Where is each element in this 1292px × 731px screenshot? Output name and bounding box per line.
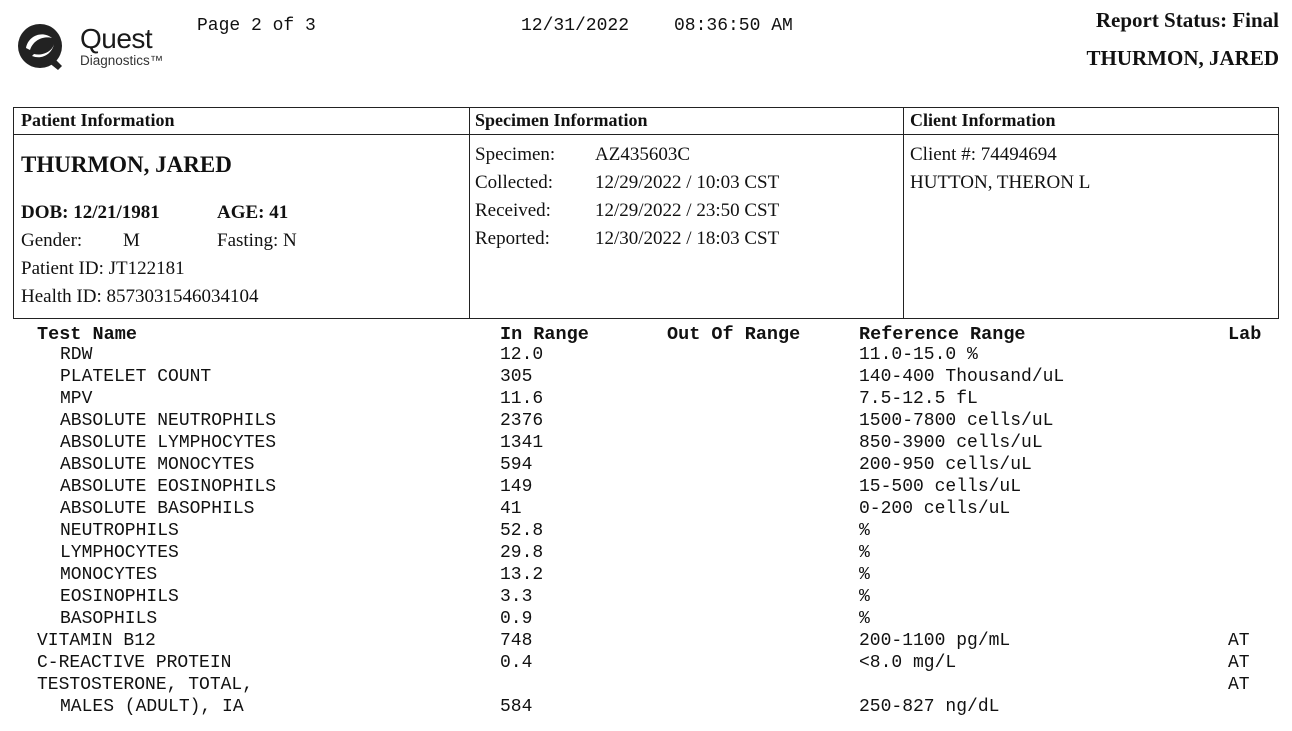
test-name: TESTOSTERONE, TOTAL,	[37, 675, 254, 695]
test-name: C-REACTIVE PROTEIN	[37, 653, 232, 673]
header-patient-name: THURMON, JARED	[1086, 46, 1279, 70]
col-header-in-range: In Range	[500, 324, 589, 345]
specimen-field-label: Specimen:	[475, 144, 556, 165]
in-range-value: 41	[500, 499, 522, 519]
test-name: ABSOLUTE MONOCYTES	[60, 455, 255, 475]
reference-range: 200-950 cells/uL	[859, 455, 1032, 475]
lab-code: AT	[1228, 653, 1250, 673]
in-range-value: 2376	[500, 411, 544, 431]
reference-range: 1500-7800 cells/uL	[859, 411, 1054, 431]
report-date: 12/31/2022	[521, 16, 630, 36]
logo-wordmark: Quest	[80, 23, 153, 54]
test-name: MONOCYTES	[60, 565, 158, 585]
test-name: EOSINOPHILS	[60, 587, 179, 607]
reference-range: 140-400 Thousand/uL	[859, 367, 1065, 387]
in-range-value: 0.4	[500, 653, 533, 673]
col-header-test-name: Test Name	[37, 324, 137, 345]
test-name: RDW	[60, 345, 93, 365]
in-range-value: 12.0	[500, 345, 544, 365]
in-range-value: 149	[500, 477, 533, 497]
in-range-value: 305	[500, 367, 533, 387]
in-range-value: 748	[500, 631, 533, 651]
col-header-lab: Lab	[1228, 324, 1262, 345]
patient-dob: DOB: 12/21/1981	[21, 202, 160, 223]
report-status: Report Status: Final	[1095, 8, 1279, 32]
reference-range: %	[859, 587, 870, 607]
test-name: ABSOLUTE NEUTROPHILS	[60, 411, 277, 431]
test-name: NEUTROPHILS	[60, 521, 179, 541]
specimen-field-label: Collected:	[475, 172, 554, 193]
column-divider	[469, 108, 470, 318]
test-name: VITAMIN B12	[37, 631, 156, 651]
reference-range: 200-1100 pg/mL	[859, 631, 1011, 651]
specimen-field-label: Received:	[475, 200, 551, 221]
in-range-value: 52.8	[500, 521, 544, 541]
specimen-field-value: 12/30/2022 / 18:03 CST	[595, 228, 780, 249]
in-range-value: 29.8	[500, 543, 544, 563]
reference-range: %	[859, 521, 870, 541]
specimen-field-value: AZ435603C	[595, 144, 690, 165]
col-header-out-of-range: Out Of Range	[667, 324, 801, 345]
specimen-info-title: Specimen Information	[475, 110, 648, 130]
reference-range: 11.0-15.0 %	[859, 345, 978, 365]
column-divider	[903, 108, 904, 318]
test-name: ABSOLUTE LYMPHOCYTES	[60, 433, 277, 453]
test-name: MALES (ADULT), IA	[60, 697, 244, 717]
test-name: LYMPHOCYTES	[60, 543, 179, 563]
test-name: MPV	[60, 389, 93, 409]
specimen-field-value: 12/29/2022 / 10:03 CST	[595, 172, 780, 193]
gender-value: M	[123, 230, 140, 251]
info-box	[13, 107, 1279, 319]
title-divider	[14, 134, 1278, 135]
health-id: Health ID: 8573031546034104	[21, 286, 259, 307]
in-range-value: 1341	[500, 433, 544, 453]
client-info-title: Client Information	[910, 110, 1056, 130]
patient-id: Patient ID: JT122181	[21, 258, 185, 279]
reference-range: 15-500 cells/uL	[859, 477, 1022, 497]
test-name: ABSOLUTE BASOPHILS	[60, 499, 255, 519]
reference-range: %	[859, 543, 870, 563]
logo-subtitle: Diagnostics™	[80, 53, 164, 68]
in-range-value: 0.9	[500, 609, 533, 629]
reference-range: %	[859, 609, 870, 629]
fasting-status: Fasting: N	[217, 230, 297, 251]
test-name: ABSOLUTE EOSINOPHILS	[60, 477, 277, 497]
patient-info-title: Patient Information	[21, 110, 175, 130]
col-header-reference-range: Reference Range	[859, 324, 1026, 345]
in-range-value: 11.6	[500, 389, 544, 409]
patient-age: AGE: 41	[217, 202, 289, 223]
lab-code: AT	[1228, 675, 1250, 695]
test-name: PLATELET COUNT	[60, 367, 212, 387]
reference-range: <8.0 mg/L	[859, 653, 957, 673]
in-range-value: 584	[500, 697, 533, 717]
client-number: Client #: 74494694	[910, 144, 1057, 165]
reference-range: 250-827 ng/dL	[859, 697, 1000, 717]
in-range-value: 3.3	[500, 587, 533, 607]
in-range-value: 594	[500, 455, 533, 475]
reference-range: %	[859, 565, 870, 585]
quest-logo-icon	[12, 18, 68, 74]
page-number: Page 2 of 3	[197, 16, 316, 36]
ordering-physician: HUTTON, THERON L	[910, 172, 1091, 193]
specimen-field-value: 12/29/2022 / 23:50 CST	[595, 200, 780, 221]
specimen-field-label: Reported:	[475, 228, 550, 249]
in-range-value: 13.2	[500, 565, 544, 585]
patient-name: THURMON, JARED	[21, 152, 232, 177]
test-name: BASOPHILS	[60, 609, 158, 629]
lab-code: AT	[1228, 631, 1250, 651]
gender-label: Gender:	[21, 230, 83, 251]
reference-range: 7.5-12.5 fL	[859, 389, 978, 409]
report-time: 08:36:50 AM	[674, 16, 793, 36]
reference-range: 850-3900 cells/uL	[859, 433, 1043, 453]
reference-range: 0-200 cells/uL	[859, 499, 1011, 519]
